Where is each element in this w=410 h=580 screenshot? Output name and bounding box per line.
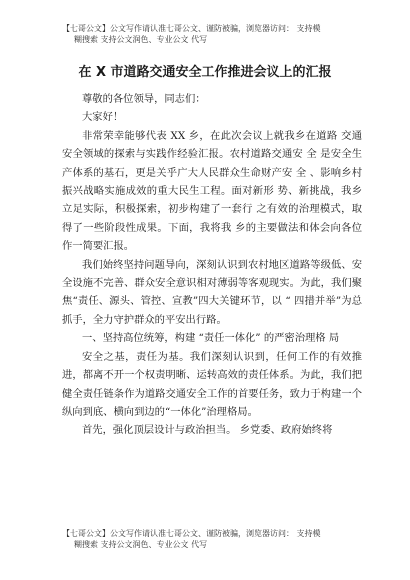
- paragraph-responsibility: 安全之基，责任为基。我们深刻认识到，任何工作的有效推进，都离不开一个权责明晰、运转高效的责任体系。为此，我们把健全责任链条作为道路交通安全工作的首要任务，致力于构建一个纵向到底、横向到边的“一体化”治理格局。: [62, 350, 362, 418]
- paragraph-approach: 我们始终坚持问题导向，深刻认识到农村地区道路等级低、安全设施不完善、群众安全意识相对薄弱等客观现实。为此，我们聚焦“责任、源头、管控、宣教”四大关键环节，以 “ 四措并举”为总抓手，全力守护群众的平安出行路。: [62, 258, 362, 326]
- salutation: 尊敬的各位领导，同志们：: [82, 93, 206, 105]
- paragraph-first: 首先，强化顶层设计与政治担当。 乡党委、政府始终将: [82, 424, 333, 437]
- document-title: 在 X 市道路交通安全工作推进会议上的汇报: [78, 65, 332, 80]
- greeting: 大家好！: [82, 111, 124, 124]
- footer-line-2: 糊搜索 支持公文润色、专业公文 代写: [74, 540, 208, 549]
- page-header: [62, 23, 362, 45]
- page-footer: [62, 528, 362, 550]
- header-line-2: 糊搜索 支持公文润色、专业公文 代写: [74, 35, 208, 44]
- paragraph-intro: 非常荣幸能够代表 XX 乡，在此次会议上就我乡在道路 交通安全领域的探索与实践作经验汇报。农村道路交通安 全 是安全生产体系的基石，更是关乎广大人民群众生命财产安 全 、影响乡村振兴战略实施成效的重大民生工程。面对新形 势、新挑战，我乡立足实际，积极探索，初步构建了一套行 之有效的治理模式，取得了一些阶段性成果。下面，我将我 乡的主要做法和体会向各位作一简要汇报。: [62, 129, 362, 253]
- section-heading-1: 一、坚持高位统筹，构建 “责任一体化” 的严密治理格 局: [82, 332, 340, 345]
- footer-line-1: 【七哥公文】公文写作请认准七哥公文、谨防被骗，浏览器访问： 支持模: [62, 529, 321, 538]
- document-body: [62, 90, 362, 440]
- header-line-1: 【七哥公文】公文写作请认准七哥公文、谨防被骗，浏览器访问： 支持模: [62, 24, 321, 33]
